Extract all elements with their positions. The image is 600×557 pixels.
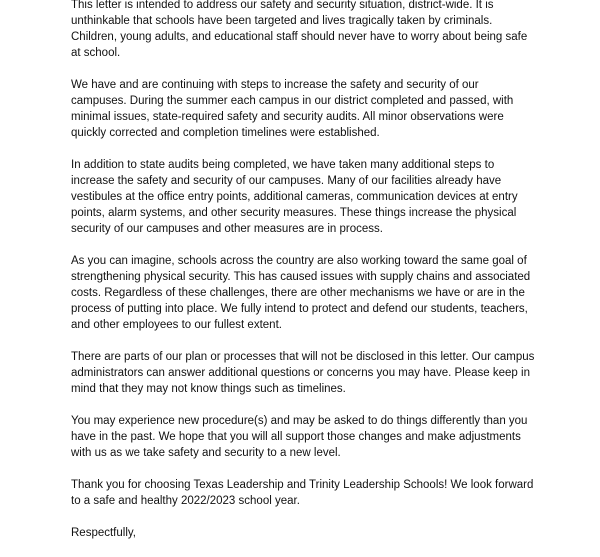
paragraph-supply-challenges: As you can imagine, schools across the country are also working toward the same goal of strengthening physical security. This has caused issues with supply chains and associated costs. Regardless of these challenges, there are other mechanisms we have or are in the process of putting into place. We fully intend to protect and defend our students, teachers, and other employees to our fullest extent. <box>71 255 531 331</box>
paragraph-undisclosed-plans: There are parts of our plan or processes that will not be disclosed in this letter. Our campus administrators can answer additional questions or concerns you may have. Please keep in mind that they may not know things such as timelines. <box>71 351 535 395</box>
paragraph-thank-you: Thank you for choosing Texas Leadership and Trinity Leadership Schools! We look forward to a safe and healthy 2022/2023 school year. <box>71 479 534 507</box>
letter-closing: Respectfully, <box>71 527 136 539</box>
letter-body <box>71 0 537 557</box>
paragraph-new-procedures: You may experience new procedure(s) and may be asked to do things differently than you have in the past. We hope that you will all support those changes and make adjustments with us as we take safety and security to a new level. <box>71 415 528 459</box>
paragraph-intent: This letter is intended to address our safety and security situation, district-wide. It is unthinkable that schools have been targeted and lives tragically taken by criminals. Children, young adults, and educational staff should never have to worry about being safe at school. <box>71 0 528 59</box>
paragraph-additional-steps: In addition to state audits being completed, we have taken many additional steps to increase the safety and security of our campuses. Many of our facilities already have vestibules at the office entry points, additional cameras, communication devices at entry points, alarm systems, and other security measures. These things increase the physical security of our campuses and other measures are in process. <box>71 159 518 235</box>
paragraph-audits: We have and are continuing with steps to increase the safety and security of our campuses. During the summer each campus in our district completed and passed, with minimal issues, state-required safety and security audits. All minor observations were quickly corrected and completion timelines were established. <box>71 79 514 139</box>
